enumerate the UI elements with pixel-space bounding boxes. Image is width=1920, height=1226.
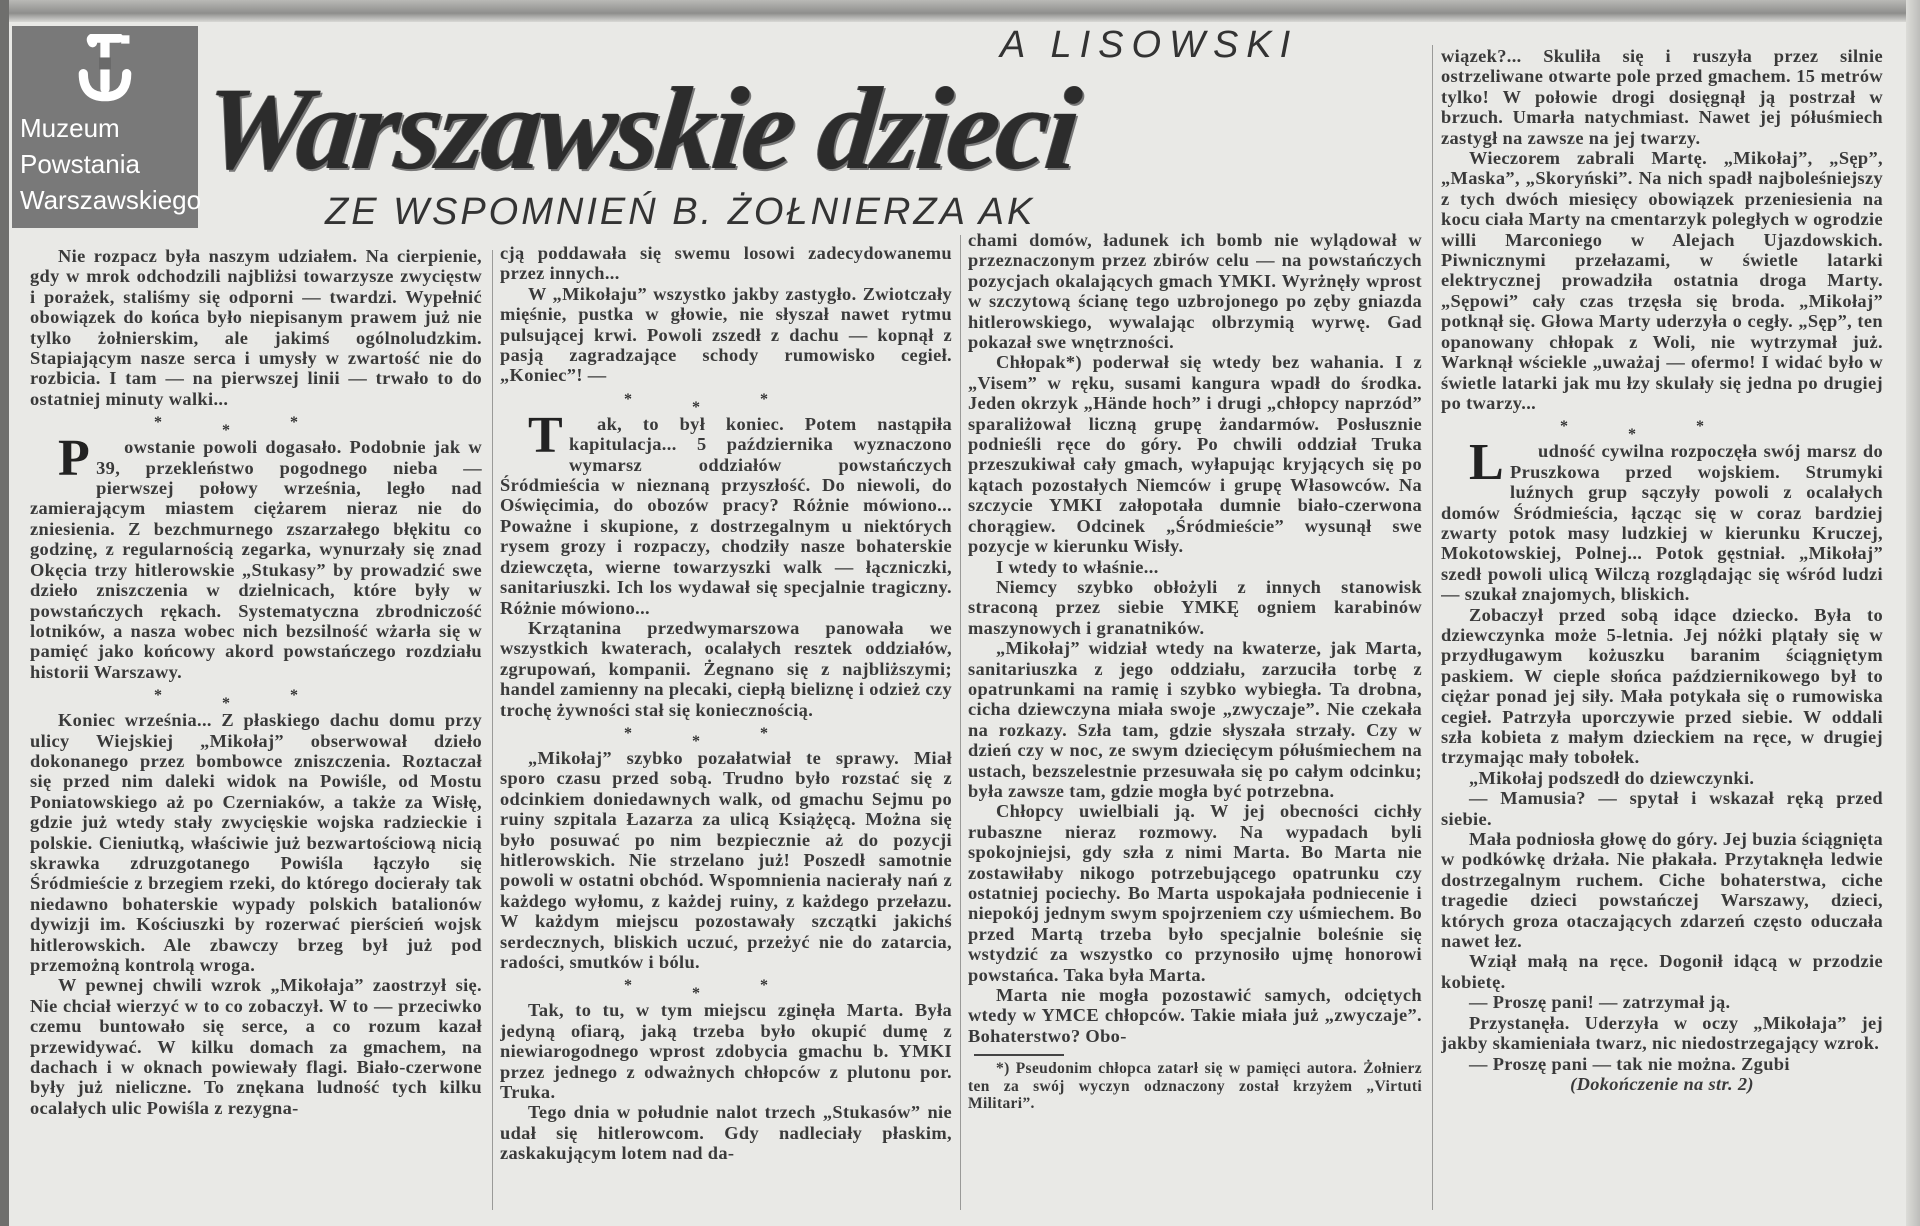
- paragraph: Chłopak*) poderwał się wtedy bez wahania. I z „Visem” w ręku, susami kangura wpadł do środka. Jeden okrzyk „Hände hoch” i drugi „chłopcy naprzód” sparaliżował liczną grupę żandarmów. Posłusznie podnieśli ręce do góry. Po chwili oddział Truka przeszukiwał cały gmach, wyłapując kryjących się po kątach pozostałych Niemców i grupę Własowców. Na szczycie YMKI załopotała dumnie biało-czerwona chorągiew. Odcinek „Śródmieście” wysunął swe pozycje w kierunku Wisły.: [968, 352, 1422, 557]
- museum-watermark: [12, 26, 202, 228]
- paragraph: Powstanie powoli dogasało. Podobnie jak w 39, przekleństwo pogodnego nieba — pierwszej połowy września, legło nad zamierającym miastem ciężarem nieraz nie do zniesienia. Z bezchmurnego zszarzałego błękitu co godzinę, z regularnością zegarka, wynurzały się znad Okęcia trzy hitlerowskie „Stukasy” by prowadzić swe dzieło zniszczenia w dzielnicach, które były w powstańczych rękach. Systematyczna zbrodniczość lotników, a nasza wobec nich bezsilność wżarła się w pamięć jako końcowy akord powstańczego rozdziału historii Warszawy.: [30, 430, 482, 682]
- section-separator-stars: ***: [154, 414, 358, 440]
- watermark-line: Warszawskiego: [20, 185, 202, 215]
- anchor-logo-icon: [75, 34, 135, 104]
- article-author: A LISOWSKI: [1000, 24, 1299, 66]
- text-column-3: [968, 230, 1422, 1226]
- section-separator-stars: ***: [624, 390, 828, 416]
- paragraph: Ludność cywilna rozpoczęła swój marsz do Pruszkowa przed wojskiem. Strumyki luźnych grup sączyły powoli z ocalałych domów Śródmieścia, łącząc się w coraz bardziej zwarty potok masy ludzkiej w kierunku Kruczej, Mokotowskiej, Polnej... Potok gęstniał. „Mikołaj” szedł powoli ulicą Wilczą rozglądając się wśród ludzi — szukał znajomych, bliskich.: [1441, 434, 1883, 605]
- scan-left-edge: [0, 0, 9, 1226]
- paragraph: Przystanęła. Uderzyła w oczy „Mikołaja” jej jakby skamieniała twarz, nic niedostrzegający wzrok.: [1441, 1012, 1883, 1054]
- article-title: Warszawskie dzieci: [198, 63, 1084, 194]
- section-separator-stars: ***: [1560, 418, 1764, 444]
- paragraph: wiązek?... Skuliła się i ruszyła przez silnie ostrzeliwane otwarte pole przed gmachem. 15 metrów tylko! W połowie drogi dosięgnął ją postrzał w brzuch. Umarła natychmiast. Nawet jej półuśmiech zastygł na zawsze na jej twarzy.: [1441, 46, 1883, 148]
- scan-right-edge: [1906, 0, 1920, 1226]
- text-column-2: [500, 243, 952, 1226]
- paragraph: „Mikołaj” widział wtedy na kwaterze, jak Marta, sanitariuszka z jego oddziału, zarzuciła torbę z opatrunkami na ramię i szybko wybiegła. Ta drobna, cicha dziewczyna miała swoje „zwyczaje”. Nie czekała na rozkazy. Szła tam, gdzie słyszała strzały. Czy w dzień czy w noc, ze swym dziecięcym półuśmiechem na ustach, bezszelestnie przesuwała się po całym odcinku; była zawsze tam, gdzie mogła być potrzebna.: [968, 638, 1422, 801]
- scan-top-edge: [0, 0, 1920, 22]
- paragraph: — Proszę pani — tak nie można. Zgubi: [1469, 1053, 1790, 1074]
- section-separator-stars: ***: [624, 724, 828, 750]
- paragraph: Niemcy szybko obłożyli z innych stanowisk straconą przez siebie YMKĘ ogniem karabinów maszynowych i granatników.: [968, 576, 1422, 638]
- paragraph: „Mikołaj podszedł do dziewczynki.: [1469, 767, 1755, 788]
- paragraph: Tak, to tu, w tym miejscu zginęła Marta. Była jedyną ofiarą, jaką trzeba było okupić dumę z niewiarogodnego wprost zdobycia gmachu b. YMKI przez jednego z odważnych chłopców z plutonu por. Truka.: [500, 1000, 952, 1103]
- paragraph: Zobaczył przed sobą idące dziecko. Była to dziewczynka może 5-letnia. Jej nóżki plątały się w przydługawym kożuszku baranim ściągniętym paskiem. W cieple słońca październikowego był to ciężar ponad jej siły. Mała potykała się o rumowiska cegieł. Patrzyła uporczywie przed siebie. W oddali szła kobieta z małym dzieckiem na ręce, w drugiej trzymając mały tobołek.: [1441, 604, 1883, 768]
- paragraph: „Mikołaj” szybko pozałatwiał te sprawy. Miał sporo czasu przed sobą. Trudno było rozstać się z odcinkiem doniedawnych walk, od gmachu Sejmu po ruiny szpitala Łazarza za ulicą Książęcą. Można się było posuwać po nim bezpiecznie aż do pozycji hitlerowskich. Nie strzelano już! Poszedł samotnie powoli w ostatni obchód. Wspomnienia nacierały nań z każdego wyłomu, z każdej ruiny, z każdego przełazu. W każdym miejscu pozostawały szczątki jakichś serdecznych, bliskich uczuć, przeżyć nie do zatarcia, radości, smutków i bólu.: [500, 747, 952, 972]
- text-column-4: [1441, 46, 1883, 1226]
- paragraph: Wieczorem zabrali Martę. „Mikołaj”, „Sęp”, „Maska”, „Skoryński”. Na nich spadł najboleśniejszy z tych dwóch miesięcy obowiązek przeniesienia na kocu ciała Marty na cmentarzyk poległych w ogrodzie willi Marconiego w Alejach Ujazdowskich. Piwnicznymi przełazami, w świetle latarki elektrycznej prowadziła ostatnia droga Marty. „Sępowi” cały czas trzęsła się broda. „Mikołaj” potknął się. Głowa Marty uderzyła o cegły. „Sęp”, ten opanowany chłopak z Woli, nie wytrzymał już. Warknął wściekle „uważaj — ofermo! I widać było w świetle latarki jak mu łzy skulały się jedna po drugiej po twarzy...: [1441, 148, 1883, 413]
- section-separator-stars: ***: [154, 687, 358, 713]
- paragraph: Tak, to był koniec. Potem nastąpiła kapitulacja... 5 października wyznaczono wymarsz oddziałów powstańczych Śródmieścia w nieznaną przyszłość. Do niewoli, do Oświęcimia, do obozów pracy? Różnie mówiono... Poważne i skupione, z dostrzegalnym u niektórych rysem grozy i rozpaczy, chodziły nasze bohaterskie dziewczęta, wierne towarzyszki walk — łączniczki, sanitariuszki. Ich los wydawał się specjalnie tragiczny. Różnie mówiono...: [500, 406, 952, 618]
- text-column-1: [30, 246, 482, 1226]
- paragraph: Wziął małą na ręce. Dogonił idącą w przodzie kobietę.: [1441, 951, 1883, 992]
- paragraph: I wtedy to właśnie...: [996, 556, 1159, 577]
- section-separator-stars: ***: [624, 977, 828, 1003]
- watermark-line: Powstania: [20, 149, 140, 179]
- continuation-note: (Dokończenie na str. 2): [1570, 1073, 1754, 1094]
- paragraph: W pewnej chwili wzrok „Mikołaja” zaostrzył się. Nie chciał wierzyć w to co zobaczył. W to — przeciwko czemu buntowało się serce, a co rozum kazał przewidywać. W kilku domach za gmachem, na dachach i w oknach powiewały flagi. Biało-czerwone były już nieliczne. To znękana ludność tych kilku ocalałych ulic Powiśla z rezygna-: [30, 975, 482, 1118]
- article-subtitle: ZE WSPOMNIEŃ B. ŻOŁNIERZA AK: [325, 191, 1036, 233]
- paragraph: Tego dnia w południe nalot trzech „Stukasów” nie udał się hitlerowcom. Gdy nadleciały płaskim, zaskakującym lotem nad da-: [500, 1102, 952, 1164]
- paragraph: Chłopcy uwielbiali ją. W jej obecności cichły rubaszne nieraz rozmowy. Na wypadach byli spokojniejsi, gdy szła z nimi Marta. Bo Marta nie zostawiłaby nikogo potrzebującego opatrunku czy ostatniej pociechy. Bo Marta uspokajała podniecenie i niepokój jednym swym spojrzeniem czy uśmiechem. Bo przed Martą trzeba było specjalnie boleśnie się wstydzić za wszystko co przynosiło ujmę honorowi powstańca. Taka była Marta.: [968, 801, 1422, 985]
- column-divider: [960, 235, 961, 1210]
- paragraph: — Mamusia? — spytał i wskazał ręką przed siebie.: [1441, 788, 1883, 829]
- column-divider: [492, 250, 493, 1210]
- footnote: *) Pseudonim chłopca zatarł się w pamięci autora. Żołnierz ten za swój wyczyn odznaczony został krzyżem „Virtuti Militari”.: [968, 1060, 1422, 1113]
- paragraph: Mała podniosła głowę do góry. Jej buzia ściągnięta w podkówkę drżała. Nie płakała. Przytaknęła ledwie dostrzegalnym ruchem. Ciche bohaterstwa, ciche tragedie dzieci powstańczej Warszawy, dzieci, których groza otaczających zdarzeń często oduczała nawet łez.: [1441, 829, 1883, 952]
- paragraph: Krzątanina przedwymarszowa panowała we wszystkich kwaterach, ocalałych resztek oddziałów, zgrupowań, kompanii. Żegnano się z najbliższymi; handel zamienny na plecaki, ciepłą bieliznę i odzież czy trochę żywności stał się koniecznością.: [500, 617, 952, 720]
- paragraph: chami domów, ładunek ich bomb nie wylądował w przeznaczonym przez zbirów celu — na powstańczych pozycjach okalających gmach YMKI. Wyrżnęły wprost w szczytową ścianę tego uzbrojonego po zęby gniazda hitlerowskiego, wywalając olbrzymią wyrwę. Gad pokazał swe wnętrzności.: [968, 230, 1422, 353]
- paragraph: cją poddawała się swemu losowi zadecydowanemu przez innych...: [500, 243, 952, 284]
- paragraph: W „Mikołaju” wszystko jakby zastygło. Zwiotczały mięśnie, pustka w głowie, nie słyszał nawet rytmu pulsującej krwi. Powoli zszedł z dachu — kopnął z pasją zagradzające schody rumowisko cegieł. „Koniec”! —: [500, 283, 952, 386]
- footnote-rule: [974, 1054, 1064, 1056]
- paragraph: Marta nie mogła pozostawić samych, odciętych wtedy w YMCE chłopców. Takie miała już „zwyczaje”. Bohaterstwo? Obo-: [968, 985, 1422, 1046]
- paragraph: Nie rozpacz była naszym udziałem. Na cierpienie, gdy w mrok odchodzili najbliżsi towarzysze zwycięstw i porażek, staliśmy się odporni — twardzi. Wypełnić obowiązek do końca było niepisanym prawem już nie tylko żołnierskim, ale jakimś ogólnoludzkim. Stapiającym nasze serca i umysły w zwartość nie do rozbicia. I tam — na pierwszej linii — trwało to do ostatniej minuty walki...: [30, 246, 482, 409]
- paragraph: Koniec września... Z płaskiego dachu domu przy ulicy Wiejskiej „Mikołaj” obserwował dzieło dokonanego przez bombowce zniszczenia. Roztaczał się przed nim daleki widok na Powiśle, od Mostu Poniatowskiego aż po Czerniaków, a także za Wisłę, gdzie już wtedy stały zwycięskie wojska radzieckie i polskie. Cieniutką, właściwie już bezwartościową nicią skrawka zdruzgotanego Powiśla łączyło się Śródmieście z brzegiem rzeki, do którego docierały tak niedawno bohaterskie wypady polskich batalionów dywizji im. Kościuszki by rozerwać pierścień wojsk hitlerowskich. Ale zbawczy brzeg był już pod przemożną kontrolą wroga.: [30, 710, 482, 975]
- watermark-line: Muzeum: [20, 113, 120, 143]
- column-divider: [1432, 45, 1433, 1210]
- paragraph: — Proszę pani! — zatrzymał ją.: [1469, 992, 1731, 1013]
